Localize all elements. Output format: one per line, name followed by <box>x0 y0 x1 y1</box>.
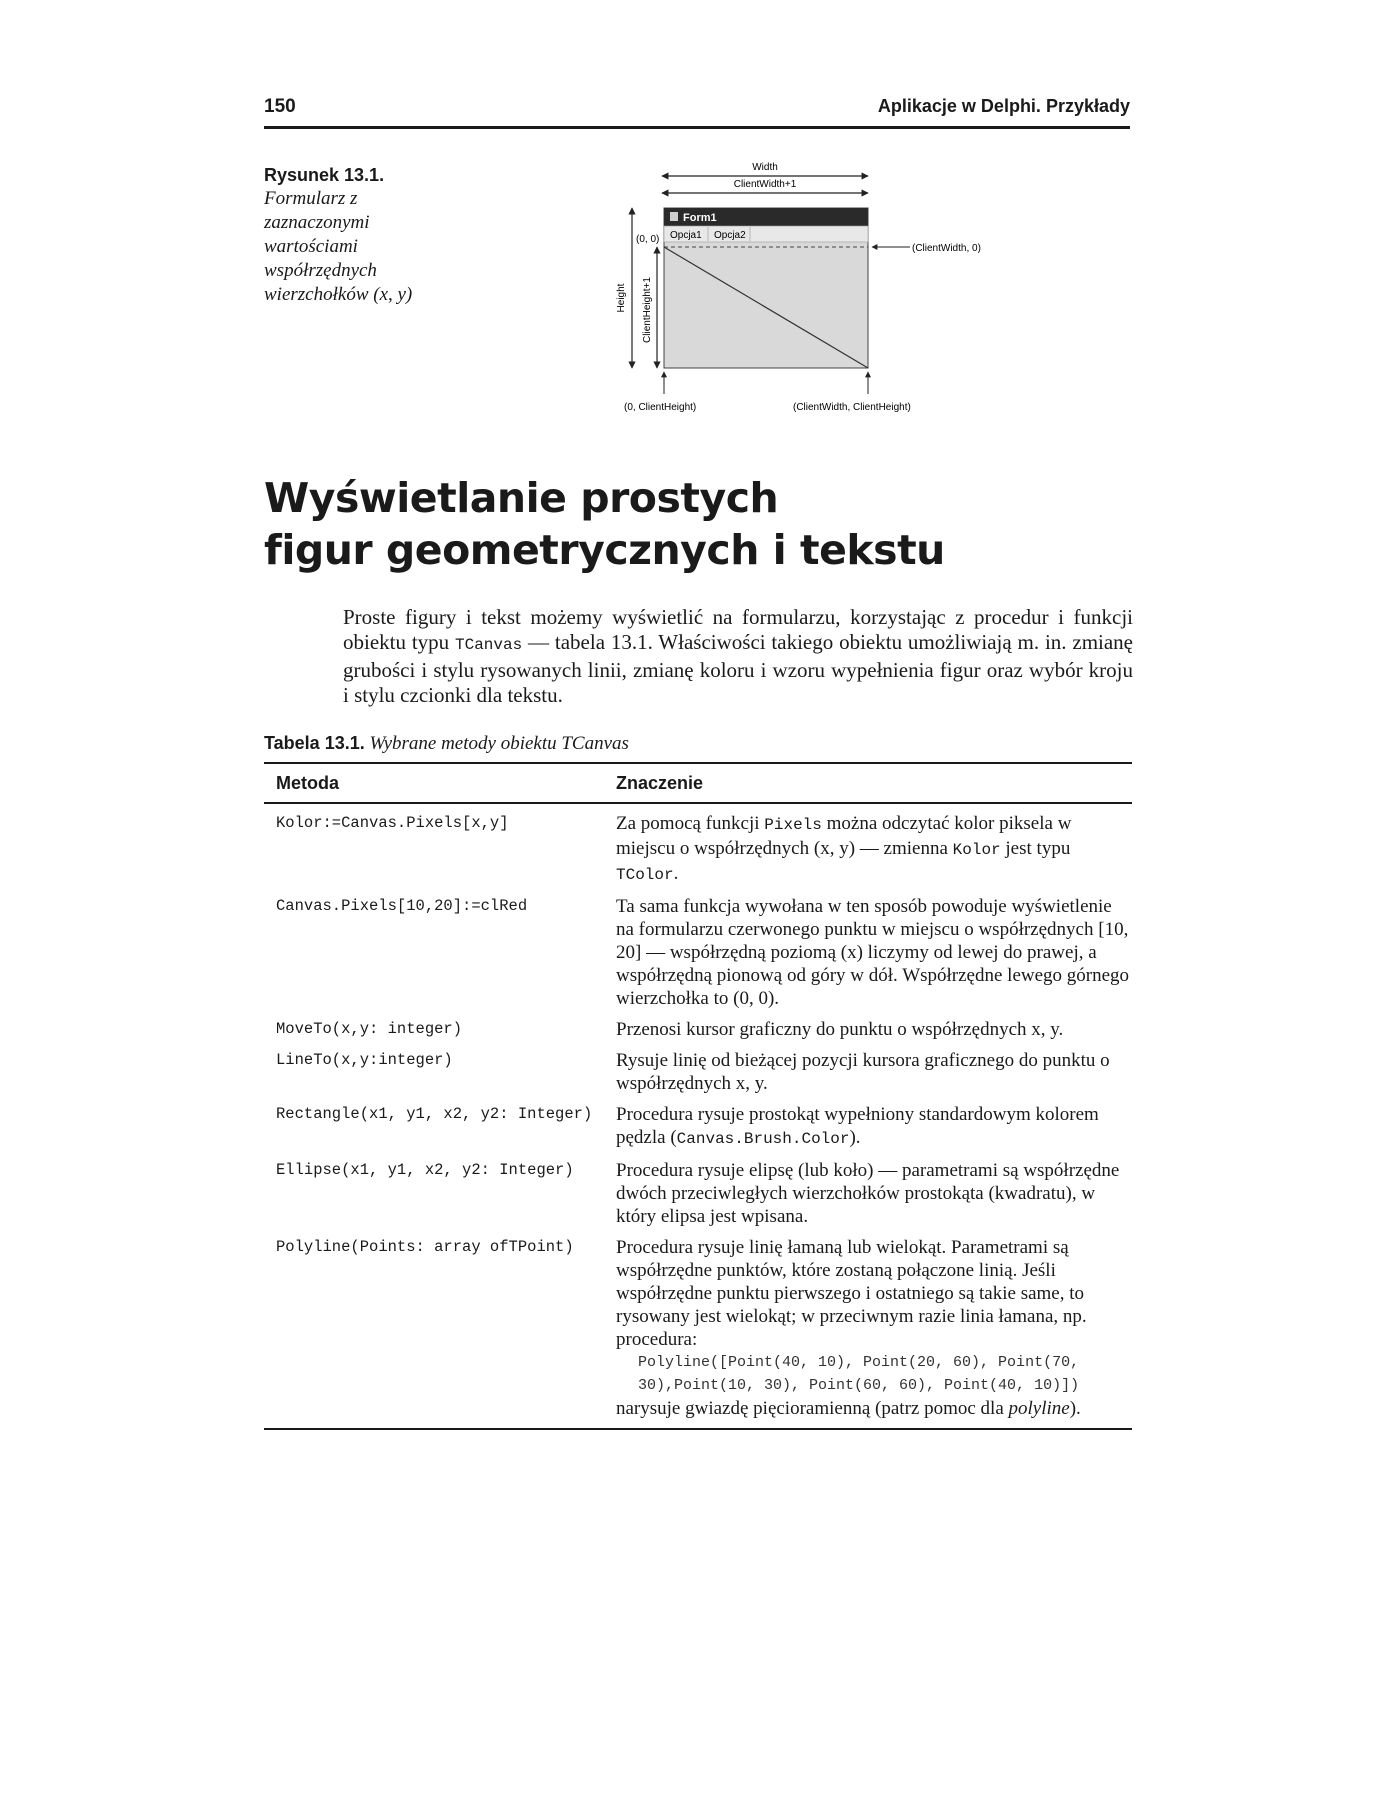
method-cell: Rectangle(x1, y1, x2, y2: Integer) <box>276 1105 593 1123</box>
section-title-line2: figur geometrycznych i tekstu <box>264 526 945 574</box>
methods-table <box>264 762 1132 1430</box>
width-label: Width <box>752 162 778 173</box>
table-row <box>264 804 1132 891</box>
form-title: Form1 <box>683 212 717 224</box>
column-header-meaning: Znaczenie <box>616 773 704 793</box>
section-title <box>264 472 1144 576</box>
meaning-cell: Ta sama funkcja wywołana w ten sposób powoduje wyświetlenie na formularzu czerwonego punktu w miejscu o współrzędnych [10, 20] — współrzędną poziomą (x) liczymy od lewej do prawej, a współrzędną pionową od góry w dół. Współrzędne lewego górnego wierzchołka to (0, 0). <box>616 896 1130 1009</box>
page-header <box>264 96 1130 129</box>
method-cell: LineTo(x,y:integer) <box>276 1051 453 1069</box>
column-header-method: Metoda <box>276 773 339 793</box>
bottom-right-label: (ClientWidth, ClientHeight) <box>793 402 911 413</box>
section-title-line1: Wyświetlanie prostych <box>264 474 779 522</box>
menu-item-opcja1: Opcja1 <box>670 230 702 241</box>
table-row <box>264 1155 1132 1232</box>
menu-item-opcja2: Opcja2 <box>714 230 746 241</box>
top-right-label: (ClientWidth, 0) <box>912 243 981 254</box>
meaning-cell: Procedura rysuje linię łamaną lub wielokąt. Parametrami są współrzędne punktów, które zostaną połączone linią. Jeśli współrzędne punktu pierwszego i ostatniego są takie same, to rysowany jest wielokąt; w przeciwnym razie linia łamana, np. procedura: Polyline([Point(40, 10), Point(20, 60), Point(70, 30),Point(10, 30), Point(60, 60), Point(40, 10)]) narysuje gwiazdę pięcioramienną (patrz pomoc dla polyline). <box>616 1236 1132 1420</box>
table-caption <box>264 733 1130 755</box>
height-label: Height <box>616 283 627 313</box>
method-cell: Ellipse(x1, y1, x2, y2: Integer) <box>276 1161 574 1179</box>
meaning-cell: Za pomocą funkcji Pixels można odczytać kolor piksela w miejscu o współrzędnych (x, y) — zmienna Kolor jest typu TColor. <box>616 813 1072 884</box>
clientwidth-label: ClientWidth+1 <box>733 179 797 190</box>
form-coordinates-figure <box>610 160 1010 420</box>
method-cell: MoveTo(x,y: integer) <box>276 1020 463 1038</box>
figure-label: Rysunek 13.1. <box>264 165 385 185</box>
meaning-cell: Procedura rysuje prostokąt wypełniony standardowym kolorem pędzla (Canvas.Brush.Color). <box>616 1104 1099 1148</box>
bottom-left-label: (0, ClientHeight) <box>624 402 697 413</box>
running-title: Aplikacje w Delphi. Przykłady <box>877 96 1130 116</box>
inline-code: TCanvas <box>455 636 523 654</box>
table-header-row <box>264 764 1132 804</box>
form-icon <box>670 212 678 221</box>
figure-caption-text: Formularz z zaznaczonymi wartościami współrzędnych wierzchołków (x, y) <box>264 188 413 305</box>
method-cell: Kolor:=Canvas.Pixels[x,y] <box>276 814 509 832</box>
code-example-line2: 30),Point(10, 30), Point(60, 60), Point(40, 10)]) <box>638 1377 1080 1394</box>
figure-caption <box>264 163 464 307</box>
meaning-cell: Rysuje linię od bieżącej pozycji kursora graficznego do punktu o współrzędnych x, y. <box>616 1050 1110 1094</box>
meaning-cell: Procedura rysuje elipsę (lub koło) — parametrami są współrzędne dwóch przeciwległych wierzchołków prostokąta (kwadratu), w który elipsa jest wpisana. <box>616 1160 1120 1227</box>
table-row <box>264 1014 1132 1045</box>
table-label: Tabela 13.1. <box>264 733 365 753</box>
page-number: 150 <box>264 96 296 117</box>
table-row <box>264 1045 1132 1099</box>
clientheight-label: ClientHeight+1 <box>642 277 653 343</box>
code-example-line1: Polyline([Point(40, 10), Point(20, 60), Point(70, <box>638 1354 1080 1371</box>
intro-paragraph: Proste figury i tekst możemy wyświetlić na formularzu, korzystając z procedur i funkcji obiektu typu TCanvas — tabela 13.1. Właściwości takiego obiektu umożliwiają m. in. zmianę grubości i stylu rysowanych linii, zmianę koloru i wzoru wypełnienia figur oraz wybór kroju i stylu czcionki dla tekstu. <box>343 605 1134 707</box>
table-row <box>264 1099 1132 1155</box>
meaning-cell: Przenosi kursor graficzny do punktu o współrzędnych x, y. <box>616 1019 1064 1040</box>
method-cell: Canvas.Pixels[10,20]:=clRed <box>276 897 528 915</box>
table-row <box>264 891 1132 1014</box>
table-caption-text: Wybrane metody obiektu TCanvas <box>369 733 629 754</box>
origin-label: (0, 0) <box>636 234 660 245</box>
table-row <box>264 1232 1132 1428</box>
method-cell: Polyline(Points: array ofTPoint) <box>276 1238 574 1256</box>
